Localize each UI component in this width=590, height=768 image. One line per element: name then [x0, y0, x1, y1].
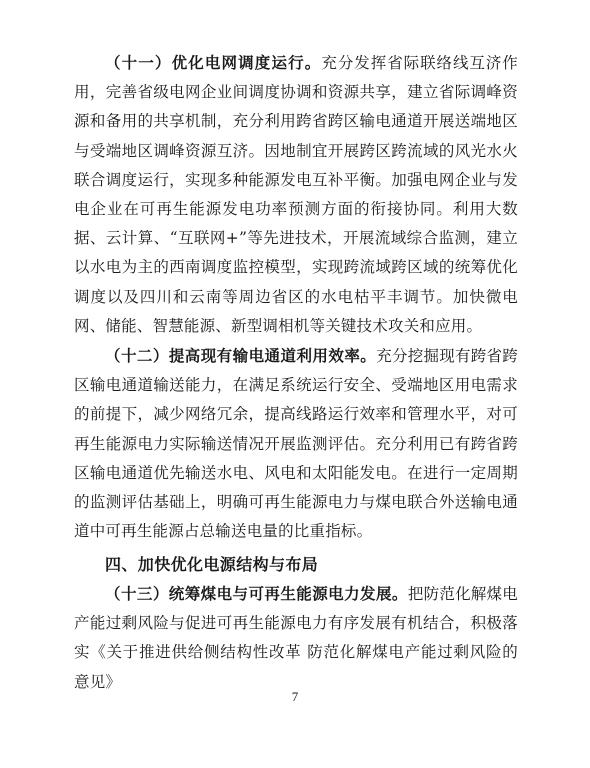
paragraph-11-lead: （十一）优化电网调度运行。 [105, 54, 322, 72]
paragraph-12 [74, 342, 518, 546]
section-heading: 四、加快优化电源结构与布局 [105, 555, 319, 574]
paragraph-11 [74, 49, 518, 341]
paragraph-12-body: 充分挖掘现有跨省跨区输电通道输送能力，在满足系统运行安全、受端地区用电需求的前提下，减少网络冗余，提高线路运行效率和管理水平，对可再生能源电力实际输送情况开展监测评估。充分利用已有跨省跨区输电通道优先输送水电、风电和太阳能发电。在进行一定周期的监测评估基础上，明确可再生能源电力与煤电联合外送输电通道中可再生能源占总输送电量的比重指标。 [74, 347, 518, 541]
paragraph-13-body: 把防范化解煤电产能过剩风险与促进可再生能源电力有序发展有机结合，积极落实《关于推进供给侧结构性改革 防范化解煤电产能过剩风险的意见》 [74, 585, 518, 691]
paragraph-12-lead: （十二）提高现有输电通道利用效率。 [105, 347, 377, 365]
paragraph-13 [74, 580, 518, 697]
paragraph-13-lead: （十三）统筹煤电与可再生能源电力发展。 [105, 585, 408, 603]
paragraph-11-body: 充分发挥省际联络线互济作用，完善省级电网企业间调度协调和资源共享，建立省际调峰资源和备用的共享机制，充分利用跨省跨区输电通道开展送端地区与受端地区调峰资源互济。因地制宜开展跨区跨流域的风光水火联合调度运行，实现多种能源发电互补平衡。加强电网企业与发电企业在可再生能源发电功率预测方面的衔接协同。利用大数据、云计算、“互联网+”等先进技术，开展流域综合监测，建立以水电为主的西南调度监控模型，实现跨流域跨区域的统筹优化调度以及四川和云南等周边省区的水电枯平丰调节。加快微电网、储能、智慧能源、新型调相机等关键技术攻关和应用。 [74, 54, 519, 335]
page-number: 7 [291, 689, 299, 704]
